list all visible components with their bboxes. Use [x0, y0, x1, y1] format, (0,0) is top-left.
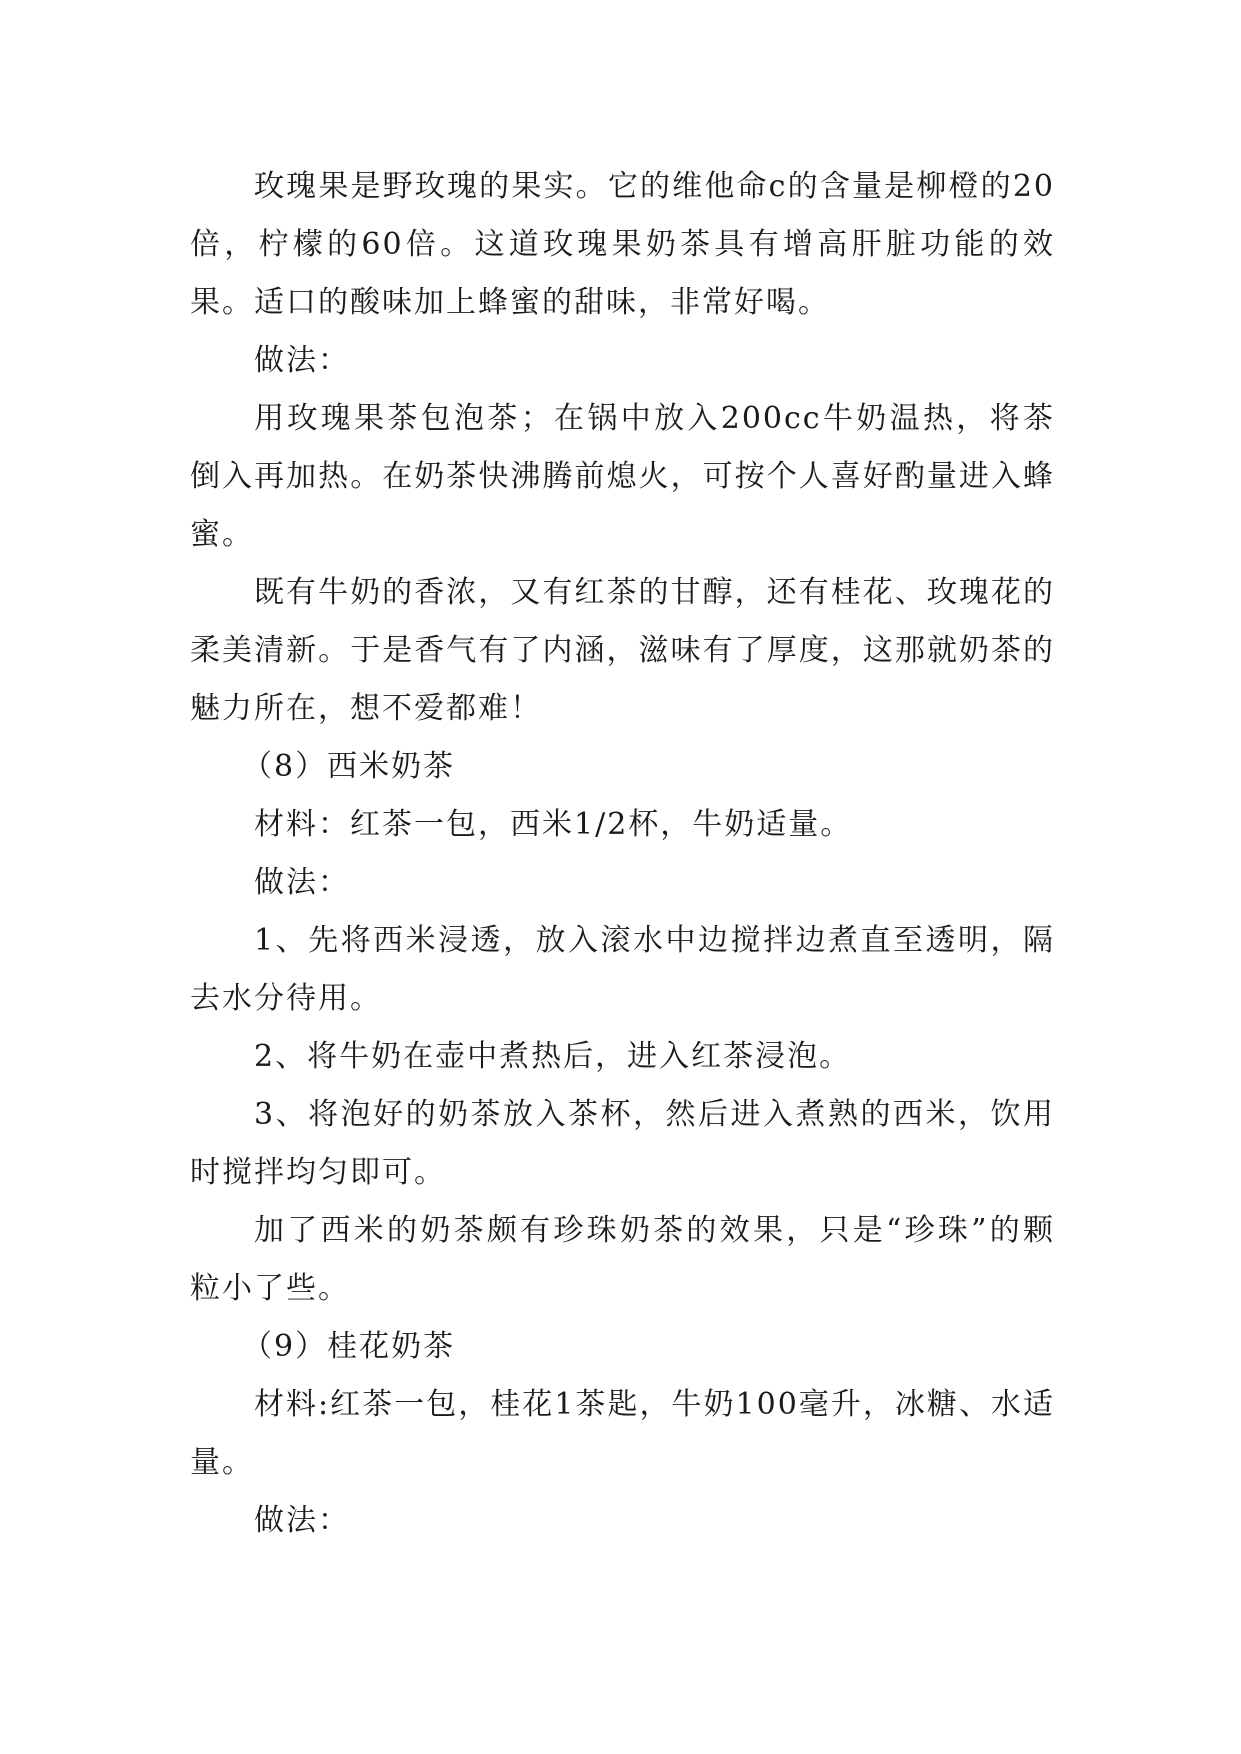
document-body	[190, 158, 1055, 1550]
paragraph-sago-ingredients: 材料：红茶一包，西米1/2杯，牛奶适量。	[254, 807, 853, 842]
section-heading-osmanthus-milk-tea: （9）桂花奶茶	[242, 1329, 456, 1364]
paragraph-sago-step-3: 3、将泡好的奶茶放入茶杯，然后进入煮熟的西米，饮用时搅拌均匀即可。	[190, 1097, 1055, 1190]
paragraph-milk-tea-charm: 既有牛奶的香浓，又有红茶的甘醇，还有桂花、玫瑰花的柔美清新。于是香气有了内涵，滋味有了厚度，这那就奶茶的魅力所在，想不爱都难！	[190, 575, 1055, 726]
paragraph-method-label: 做法：	[254, 1503, 350, 1538]
paragraph-method-label: 做法：	[254, 343, 350, 378]
paragraph-sago-step-1: 1、先将西米浸透，放入滚水中边搅拌边煮直至透明，隔去水分待用。	[190, 923, 1055, 1016]
paragraph-osmanthus-ingredients: 材料:红茶一包，桂花1茶匙，牛奶100毫升，冰糖、水适量。	[190, 1387, 1055, 1480]
paragraph-rosehip-method: 用玫瑰果茶包泡茶；在锅中放入200cc牛奶温热，将茶倒入再加热。在奶茶快沸腾前熄火，可按个人喜好酌量进入蜂蜜。	[190, 401, 1055, 552]
paragraph-rosehip-intro: 玫瑰果是野玫瑰的果实。它的维他命c的含量是柳橙的20倍，柠檬的60倍。这道玫瑰果奶茶具有增高肝脏功能的效果。适口的酸味加上蜂蜜的甜味，非常好喝。	[190, 169, 1055, 320]
section-heading-sago-milk-tea: （8）西米奶茶	[242, 749, 456, 784]
paragraph-sago-step-2: 2、将牛奶在壶中煮热后，进入红茶浸泡。	[254, 1039, 852, 1074]
paragraph-sago-note: 加了西米的奶茶颇有珍珠奶茶的效果，只是“珍珠”的颗粒小了些。	[190, 1213, 1055, 1306]
paragraph-method-label: 做法：	[254, 865, 350, 900]
